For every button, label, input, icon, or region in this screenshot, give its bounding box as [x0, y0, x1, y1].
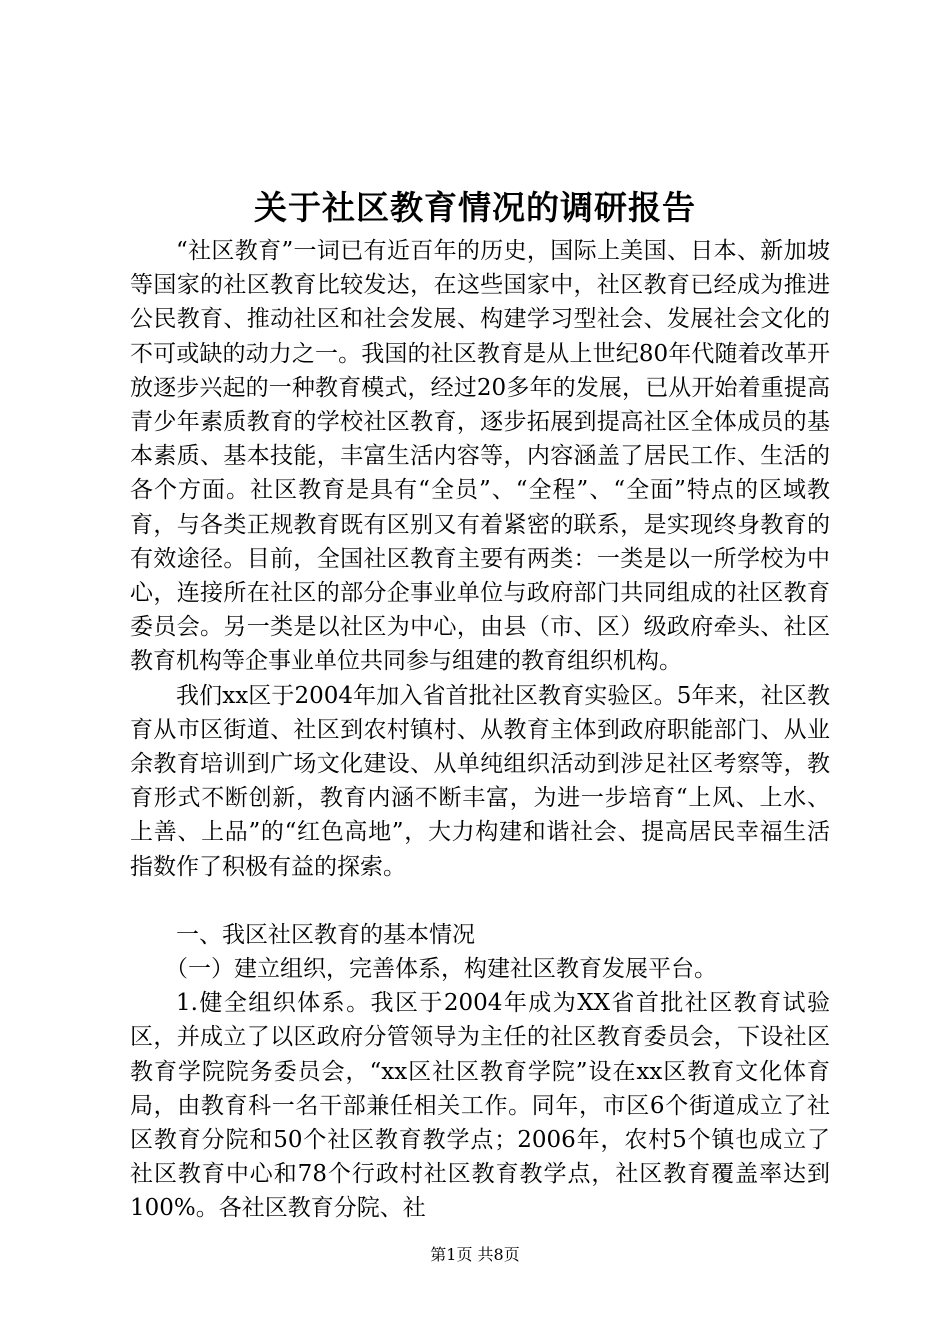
paragraph-organization: 1.健全组织体系。我区于2004年成为XX省首批社区教育试验区，并成立了以区政府分管领导为主任的社区教育委员会，下设社区教育学院院务委员会，“xx区社区教育学院”设在xx区教育文化体育局，由教育科一名干部兼任相关工作。同年，市区6个街道成立了社区教育分院和50个社区教育教学点；2006年，农村5个镇也成立了社区教育中心和78个行政村社区教育教学点，社区教育覆盖率达到100%。各社区教育分院、社: [130, 990, 830, 1222]
document-body: [130, 234, 830, 1226]
paragraph-intro: “社区教育”一词已有近百年的历史，国际上美国、日本、新加坡等国家的社区教育比较发达，在这些国家中，社区教育已经成为推进公民教育、推动社区和社会发展、构建学习型社会、发展社会文化的不可或缺的动力之一。我国的社区教育是从上世纪80年代随着改革开放逐步兴起的一种教育模式，经过20多年的发展，已从开始着重提高青少年素质教育的学校社区教育，逐步拓展到提高社区全体成员的基本素质、基本技能，丰富生活内容等，内容涵盖了居民工作、生活的各个方面。社区教育是具有“全员”、“全程”、“全面”特点的区域教育，与各类正规教育既有区别又有着紧密的联系，是实现终身教育的有效途径。目前，全国社区教育主要有两类：一类是以一所学校为中心，连接所在社区的部分企事业单位与政府部门共同组成的社区教育委员会。另一类是以社区为中心，由县（市、区）级政府牵头、社区教育机构等企事业单位共同参与组建的教育组织机构。: [130, 238, 830, 675]
paragraph-spacer: [130, 884, 830, 918]
section-heading: 一、我区社区教育的基本情况: [176, 921, 475, 948]
page-footer: 第1页 共8页: [430, 1245, 520, 1264]
sub-heading: （一）建立组织，完善体系，构建社区教育发展平台。: [165, 956, 717, 983]
document-title: 关于社区教育情况的调研报告: [254, 188, 696, 227]
paragraph-district: 我们xx区于2004年加入省首批社区教育实验区。5年来，社区教育从市区街道、社区到农村镇村、从教育主体到政府职能部门、从业余教育培训到广场文化建设、从单纯组织活动到涉足社区考察等，教育形式不断创新，教育内涵不断丰富，为进一步培育“上风、上水、上善、上品”的“红色高地”，大力构建和谐社会、提高居民幸福生活指数作了积极有益的探索。: [130, 682, 830, 880]
